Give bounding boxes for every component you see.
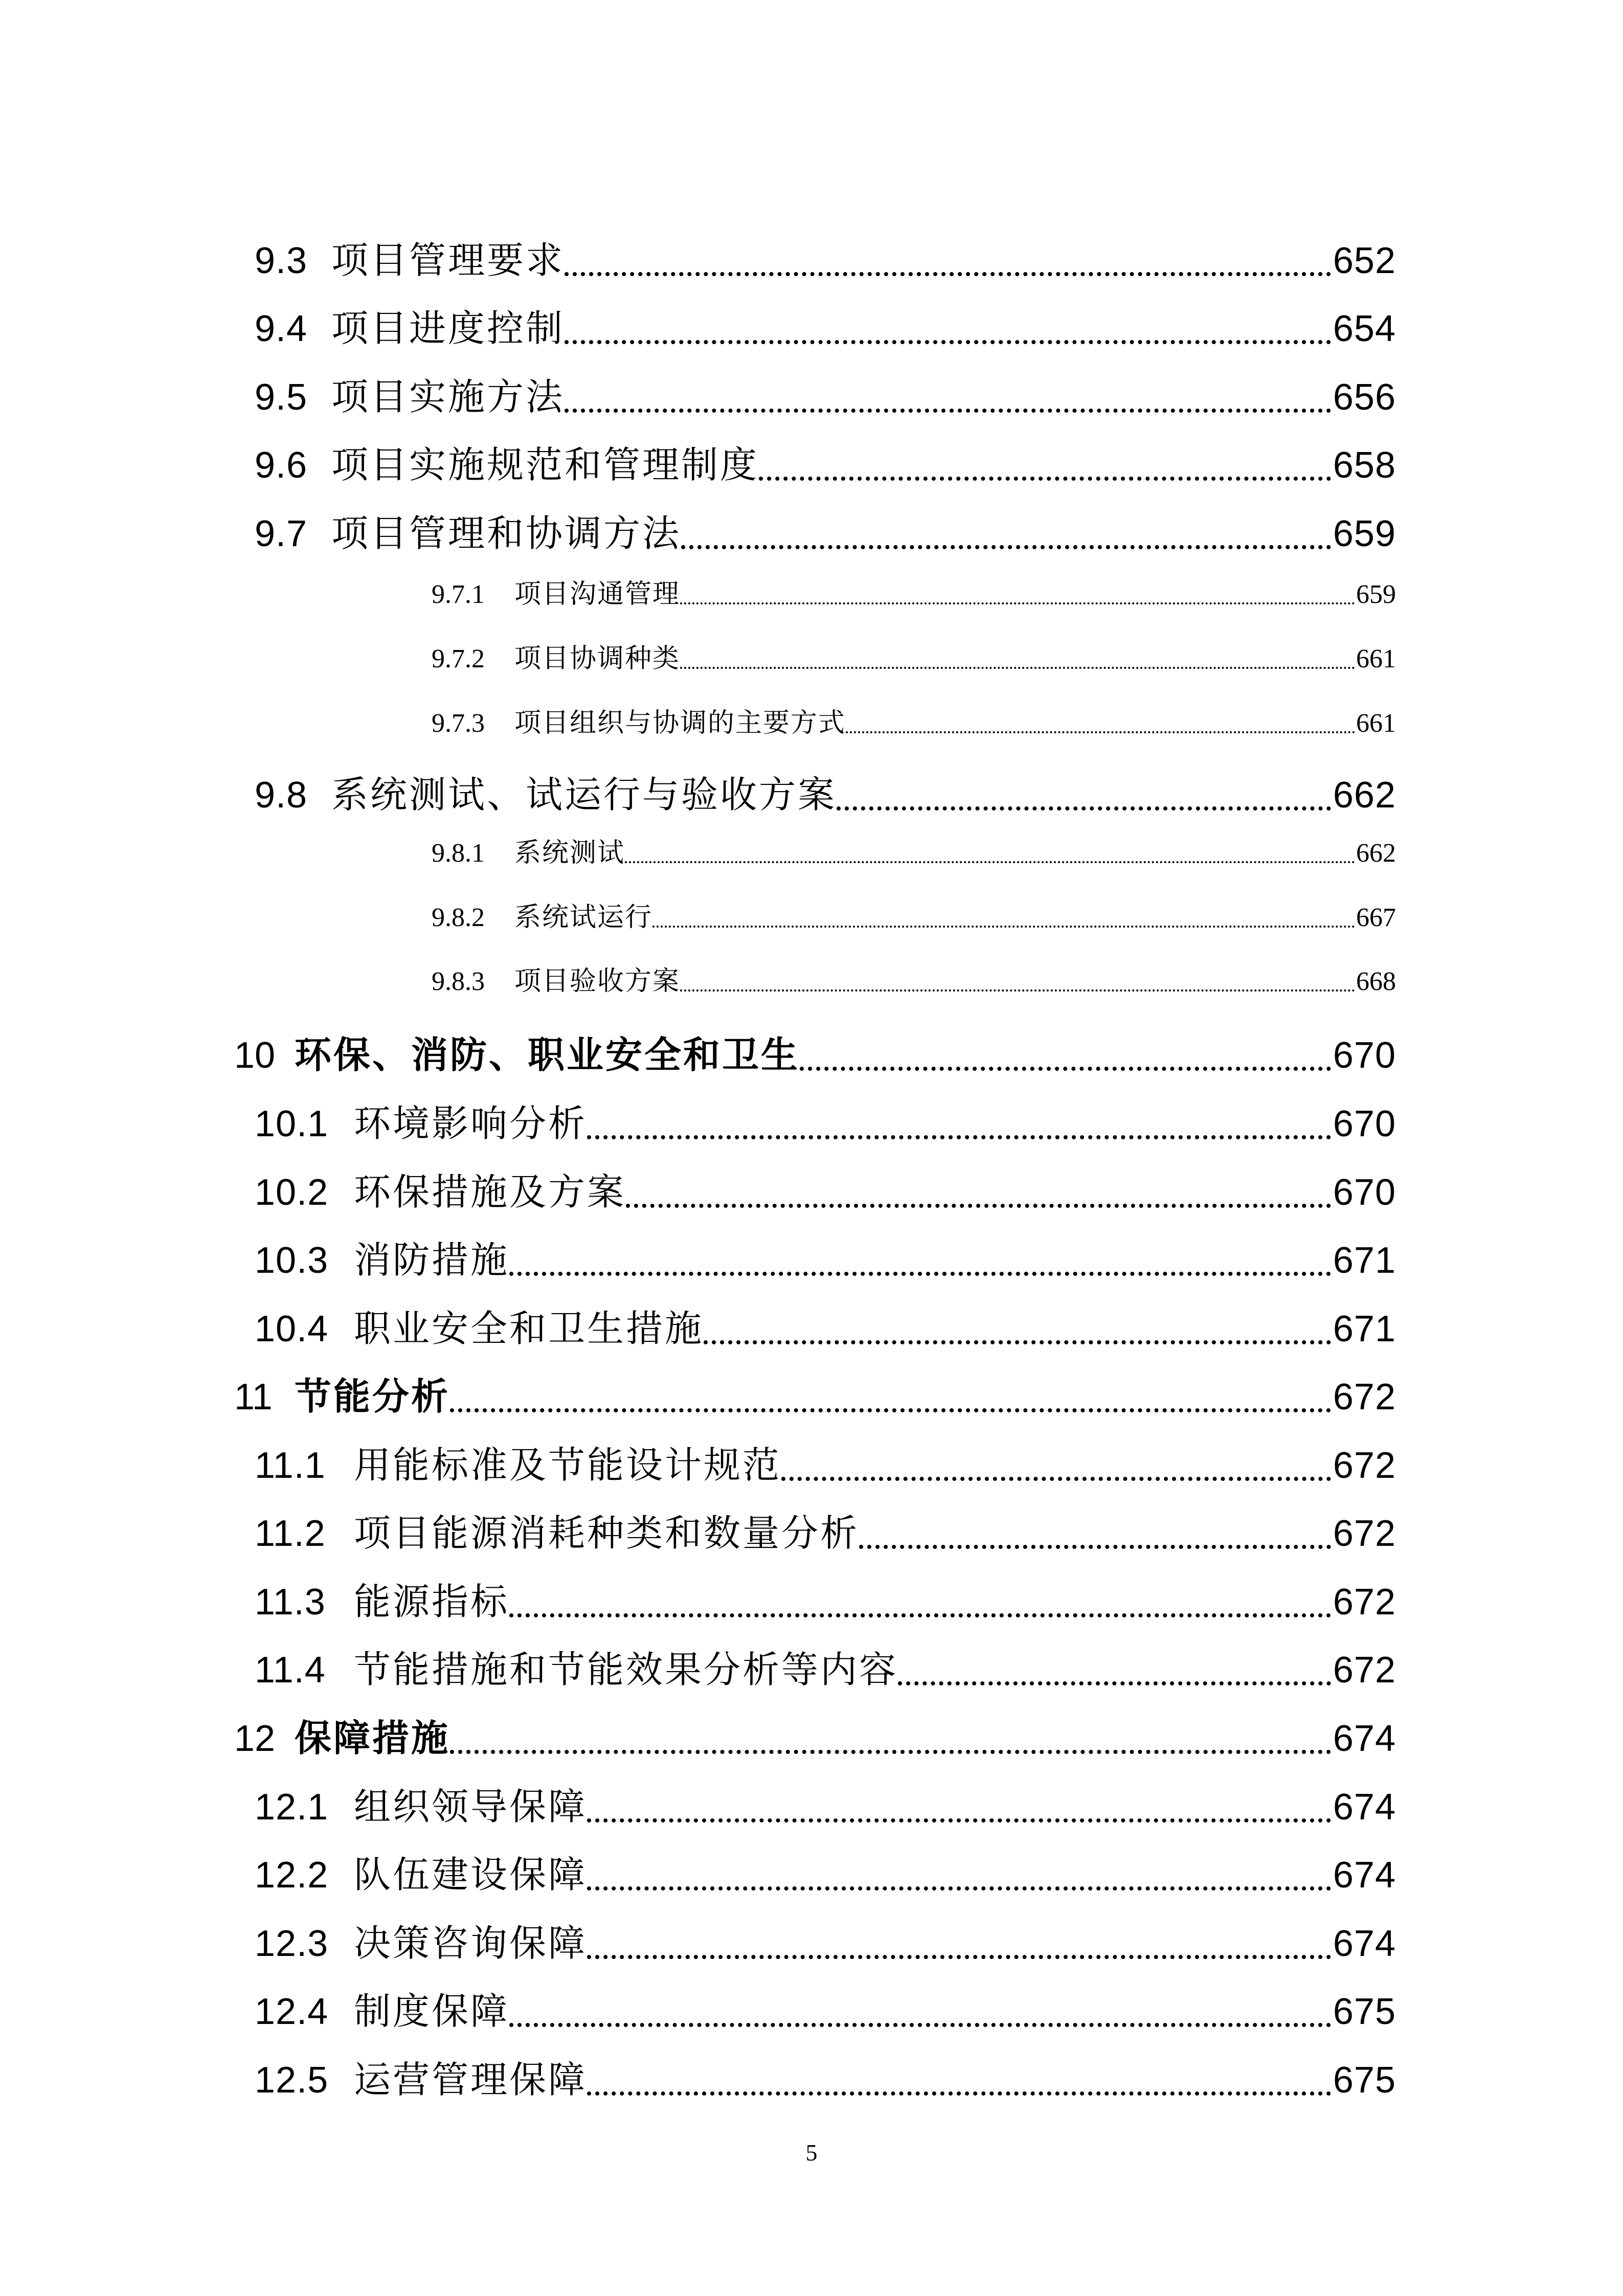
toc-entry-page: 674 — [1333, 1855, 1396, 1896]
toc-entry-title: 项目能源消耗种类和数量分析 — [354, 1513, 860, 1554]
toc-entry-title: 运营管理保障 — [354, 2060, 588, 2101]
toc-entry-9-5[interactable] — [255, 372, 1396, 423]
toc-entry-10-4[interactable] — [255, 1303, 1396, 1355]
dot-leader — [450, 1371, 1331, 1423]
toc-entry-page: 671 — [1333, 1309, 1396, 1349]
dot-leader — [837, 770, 1331, 821]
dot-leader — [680, 641, 1355, 677]
toc-entry-number: 9.8.1 — [432, 839, 485, 868]
toc-entry-12-3[interactable] — [255, 1918, 1396, 1969]
dot-leader — [625, 836, 1355, 871]
dot-leader — [800, 1030, 1331, 1081]
toc-entry-title: 用能标准及节能设计规范 — [354, 1445, 782, 1486]
toc-entry-title: 系统测试、试运行与验收方案 — [331, 775, 837, 816]
toc-entry-title: 能源指标 — [354, 1582, 510, 1623]
toc-entry-9-4[interactable] — [255, 303, 1396, 354]
dot-leader — [759, 440, 1331, 491]
toc-entry-title: 环境影响分析 — [354, 1104, 588, 1144]
toc-entry-page: 654 — [1333, 308, 1396, 349]
toc-entry-9-8[interactable] — [255, 770, 1396, 821]
toc-entry-title: 项目实施方法 — [331, 377, 565, 418]
toc-entry-number: 10 — [234, 1035, 276, 1076]
toc-entry-number: 12 — [234, 1718, 276, 1759]
toc-entry-page: 661 — [1356, 709, 1396, 738]
toc-entry-page: 672 — [1333, 1650, 1396, 1691]
dot-leader — [587, 1918, 1331, 1969]
toc-entry-title: 项目实施规范和管理制度 — [331, 445, 759, 486]
toc-entry-number: 10.1 — [255, 1104, 329, 1144]
toc-chapter-11[interactable] — [234, 1371, 1396, 1423]
toc-entry-number: 11 — [234, 1377, 273, 1417]
dot-leader — [587, 1850, 1331, 1901]
page-number: 5 — [805, 2140, 818, 2166]
dot-leader — [509, 1986, 1331, 2037]
toc-entry-page: 667 — [1356, 903, 1396, 932]
dot-leader — [587, 2055, 1331, 2106]
toc-entry-9-7-2[interactable] — [432, 641, 1396, 677]
toc-entry-title: 队伍建设保障 — [354, 1855, 588, 1896]
toc-entry-12-1[interactable] — [255, 1782, 1396, 1833]
toc-entry-title: 组织领导保障 — [354, 1787, 588, 1828]
toc-entry-page: 675 — [1333, 2060, 1396, 2101]
toc-entry-page: 671 — [1333, 1240, 1396, 1281]
toc-entry-page: 659 — [1333, 513, 1396, 554]
toc-entry-number: 12.4 — [255, 1991, 329, 2032]
toc-entry-12-4[interactable] — [255, 1986, 1396, 2037]
toc-entry-title: 环保、消防、职业安全和卫生 — [295, 1035, 800, 1076]
toc-entry-9-7[interactable] — [255, 508, 1396, 559]
toc-entry-number: 10.2 — [255, 1172, 329, 1213]
dot-leader — [565, 372, 1331, 423]
toc-entry-number: 10.4 — [255, 1309, 329, 1349]
toc-entry-number: 12.1 — [255, 1787, 329, 1828]
dot-leader — [846, 706, 1355, 741]
toc-entry-title: 项目协调种类 — [514, 644, 681, 673]
dot-leader — [781, 1440, 1331, 1491]
dot-leader — [680, 577, 1355, 613]
dot-leader — [680, 964, 1355, 1000]
toc-entry-title: 系统测试 — [514, 839, 625, 868]
toc-entry-number: 11.4 — [255, 1650, 326, 1691]
toc-entry-number: 9.8.3 — [432, 967, 485, 996]
dot-leader — [450, 1713, 1331, 1764]
dot-leader — [704, 1303, 1331, 1355]
toc-entry-12-2[interactable] — [255, 1850, 1396, 1901]
toc-entry-number: 12.5 — [255, 2060, 329, 2101]
toc-entry-12-5[interactable] — [255, 2055, 1396, 2106]
toc-entry-page: 674 — [1333, 1718, 1396, 1759]
toc-entry-11-1[interactable] — [255, 1440, 1396, 1491]
toc-entry-number: 12.2 — [255, 1855, 329, 1896]
toc-entry-page: 672 — [1333, 1445, 1396, 1486]
toc-entry-number: 12.3 — [255, 1923, 329, 1964]
toc-entry-9-3[interactable] — [255, 235, 1396, 286]
toc-entry-number: 9.6 — [255, 445, 308, 486]
toc-chapter-12[interactable] — [234, 1713, 1396, 1764]
toc-entry-9-6[interactable] — [255, 440, 1396, 491]
toc-entry-title: 项目沟通管理 — [514, 580, 681, 609]
dot-leader — [859, 1508, 1331, 1559]
toc-entry-page: 661 — [1356, 644, 1396, 673]
toc-entry-page: 662 — [1356, 839, 1396, 868]
toc-entry-page: 670 — [1333, 1104, 1396, 1144]
toc-entry-11-4[interactable] — [255, 1645, 1396, 1696]
toc-entry-page: 670 — [1333, 1035, 1396, 1076]
toc-entry-page: 668 — [1356, 967, 1396, 996]
toc-entry-number: 9.8 — [255, 775, 308, 816]
toc-entry-page: 658 — [1333, 445, 1396, 486]
dot-leader — [509, 1577, 1331, 1628]
toc-entry-9-8-1[interactable] — [432, 836, 1396, 871]
toc-entry-page: 672 — [1333, 1513, 1396, 1554]
dot-leader — [509, 1235, 1331, 1286]
dot-leader — [587, 1782, 1331, 1833]
toc-entry-title: 环保措施及方案 — [354, 1172, 626, 1213]
toc-entry-page: 672 — [1333, 1377, 1396, 1417]
toc-entry-page: 662 — [1333, 775, 1396, 816]
toc-entry-number: 9.7.1 — [432, 580, 485, 609]
toc-entry-page: 674 — [1333, 1923, 1396, 1964]
toc-entry-11-3[interactable] — [255, 1577, 1396, 1628]
toc-entry-title: 项目组织与协调的主要方式 — [514, 709, 846, 738]
toc-entry-title: 节能措施和节能效果分析等内容 — [354, 1650, 898, 1691]
toc-entry-10-2[interactable] — [255, 1167, 1396, 1218]
toc-entry-number: 9.4 — [255, 308, 308, 349]
toc-entry-page: 656 — [1333, 377, 1396, 418]
toc-entry-number: 11.2 — [255, 1513, 326, 1554]
toc-entry-title: 节能分析 — [295, 1377, 450, 1417]
toc-entry-10-1[interactable] — [255, 1098, 1396, 1150]
toc-entry-number: 9.7.2 — [432, 644, 485, 673]
toc-entry-number: 9.7.3 — [432, 709, 485, 738]
toc-entry-title: 制度保障 — [354, 1991, 510, 2032]
toc-entry-number: 11.1 — [255, 1445, 326, 1486]
dot-leader — [898, 1645, 1331, 1696]
toc-entry-title: 职业安全和卫生措施 — [354, 1309, 704, 1349]
toc-entry-title: 保障措施 — [295, 1718, 450, 1759]
toc-entry-10-3[interactable] — [255, 1235, 1396, 1286]
toc-entry-number: 11.3 — [255, 1582, 326, 1623]
toc-entry-11-2[interactable] — [255, 1508, 1396, 1559]
toc-entry-page: 672 — [1333, 1582, 1396, 1623]
toc-entry-title: 决策咨询保障 — [354, 1923, 588, 1964]
dot-leader — [587, 1098, 1331, 1150]
dot-leader — [626, 1167, 1331, 1218]
toc-entry-page: 674 — [1333, 1787, 1396, 1828]
toc-entry-title: 项目管理要求 — [331, 240, 565, 281]
toc-entry-title: 项目验收方案 — [514, 967, 681, 996]
toc-entry-9-8-2[interactable] — [432, 900, 1396, 936]
toc-entry-9-8-3[interactable] — [432, 964, 1396, 1000]
toc-entry-page: 670 — [1333, 1172, 1396, 1213]
toc-chapter-10[interactable] — [234, 1030, 1396, 1081]
toc-entry-page: 659 — [1356, 580, 1396, 609]
dot-leader — [652, 900, 1355, 936]
toc-entry-number: 9.5 — [255, 377, 308, 418]
toc-entry-9-7-3[interactable] — [432, 706, 1396, 741]
toc-entry-title: 系统试运行 — [514, 903, 653, 932]
toc-entry-page: 675 — [1333, 1991, 1396, 2032]
toc-entry-number: 9.7 — [255, 513, 308, 554]
toc-entry-title: 项目管理和协调方法 — [331, 513, 682, 554]
toc-entry-number: 9.3 — [255, 240, 308, 281]
dot-leader — [565, 303, 1331, 354]
toc-entry-number: 9.8.2 — [432, 903, 485, 932]
toc-entry-title: 消防措施 — [354, 1240, 510, 1281]
dot-leader — [681, 508, 1331, 559]
toc-entry-page: 652 — [1333, 240, 1396, 281]
toc-entry-9-7-1[interactable] — [432, 577, 1396, 613]
toc-entry-number: 10.3 — [255, 1240, 329, 1281]
dot-leader — [565, 235, 1331, 286]
toc-entry-title: 项目进度控制 — [331, 308, 565, 349]
